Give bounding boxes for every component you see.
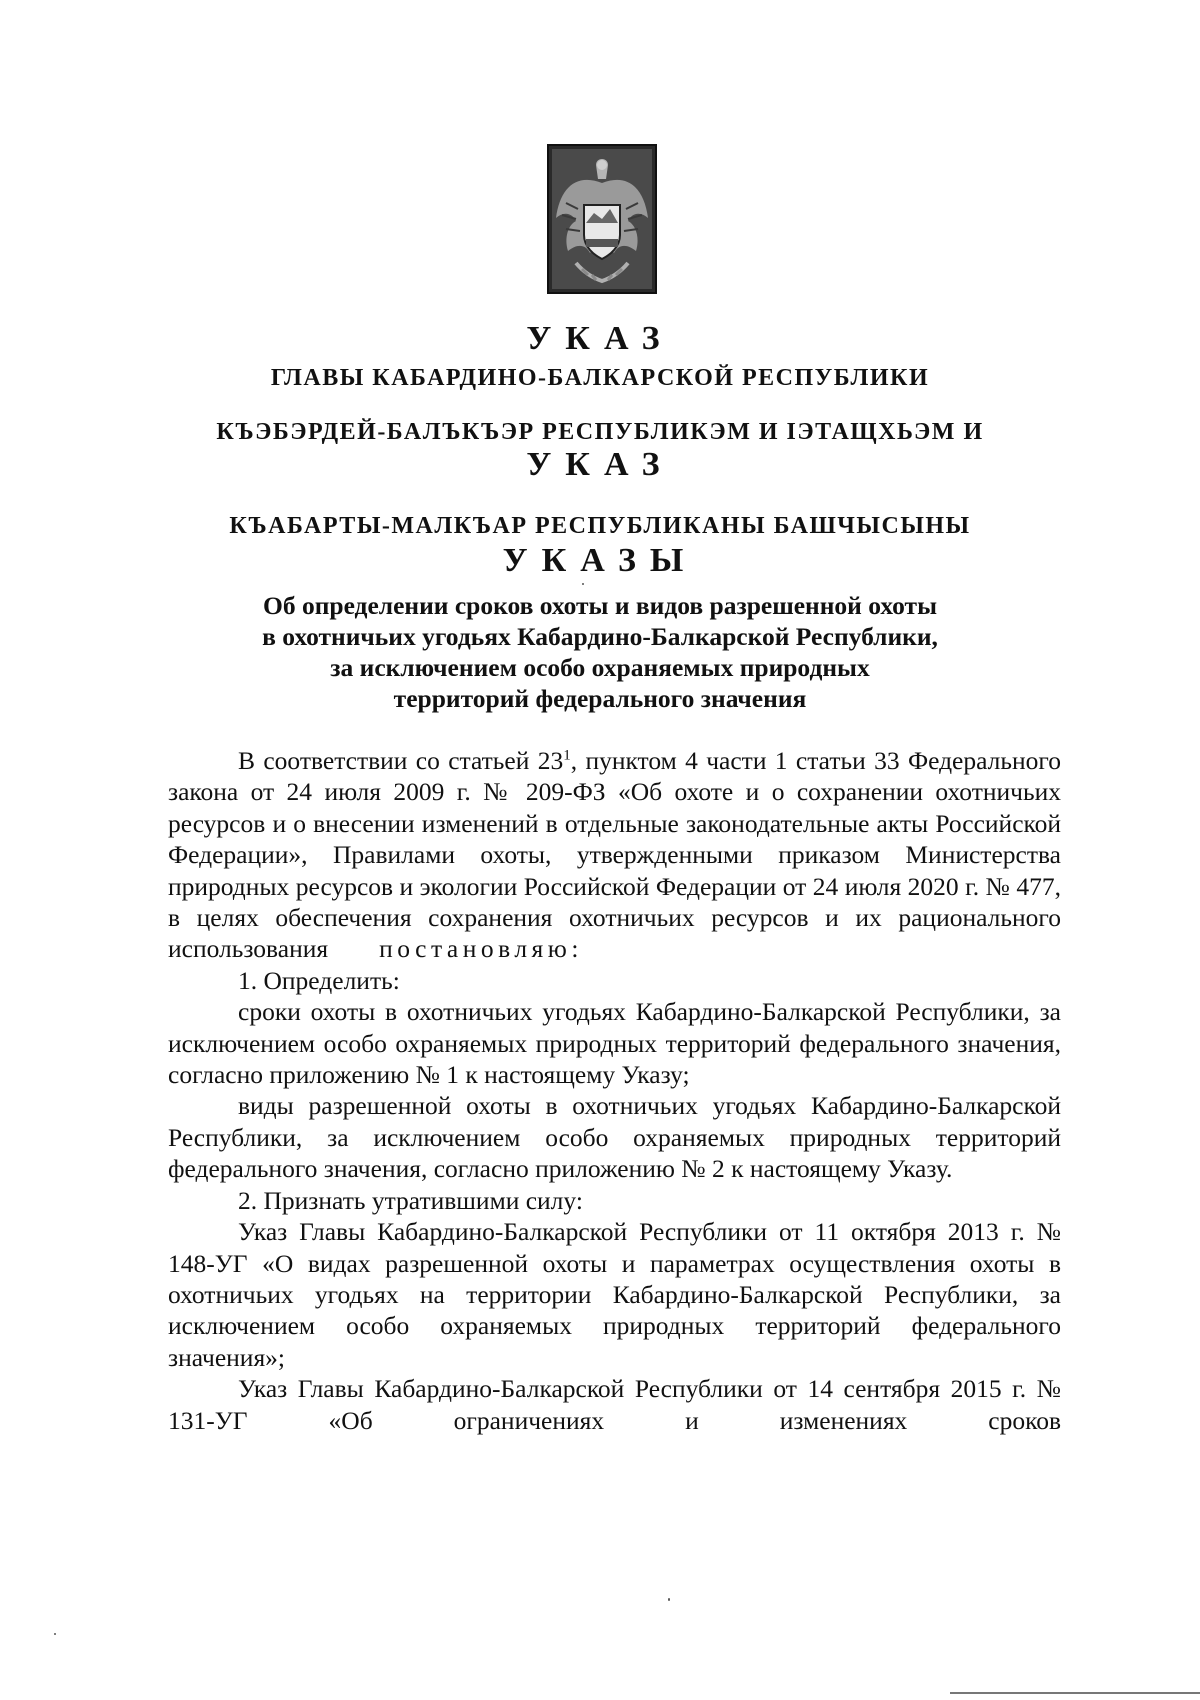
item-2-repealed-decree-2013: Указ Главы Кабардино-Балкарской Республики от 11 октября 2013 г. № 148-УГ «О видах разрешенной охоты и параметрах осуществления охоты в охотничьих угодьях на территории Кабардино-Балкарской Республики, за исключением особо охраняемых природных территорий федерального значения»; [168, 1217, 1061, 1372]
preamble-text-start: В соответствии со статьей 23 [238, 746, 564, 775]
decree-title-line: Об определении сроков охоты и видов разрешенной охоты [262, 591, 937, 620]
item-1-hunting-types: виды разрешенной охоты в охотничьих угодьях Кабардино-Балкарской Республики, за исключением особо охраняемых природных территорий федерального значения, согласно приложению № 2 к настоящему Указу. [168, 1091, 1061, 1184]
decree-label: УКАЗ [526, 320, 674, 357]
decree-body [168, 745, 1061, 1436]
preamble-text-rest: , пунктом 4 части 1 статьи 33 Федерального закона от 24 июля 2009 г. № 209-ФЗ «Об охоте и о сохранении охотничьих ресурсов и о внесении изменений в отдельные законодательные акты Российской Федерации», Правилами охоты, утвержденными приказом Министерства природных ресурсов и экологии Российской Федерации от 24 июля 2020 г. № 477, в целях обеспечения сохранения охотничьих ресурсов и их рационального использования [168, 746, 1061, 964]
decree-label-balkar: УКАЗЫ [502, 542, 698, 579]
item-2-heading: 2. Признать утратившими силу: [238, 1185, 583, 1215]
item-2-repealed-decree-2015: Указ Главы Кабардино-Балкарской Республики от 14 сентября 2015 г. № 131-УГ «Об ограничениях и изменениях сроков [168, 1374, 1061, 1435]
decree-title-line: в охотничьих угодьях Кабардино-Балкарской Республики, [262, 622, 938, 651]
issuing-authority-russian: ГЛАВЫ КАБАРДИНО-БАЛКАРСКОЙ РЕСПУБЛИКИ [270, 365, 930, 391]
scan-speck [582, 583, 584, 585]
decree-header [0, 318, 1200, 582]
scan-edge-line [950, 1692, 1200, 1694]
decree-label-kabardian: УКАЗ [526, 446, 674, 483]
decree-word: постановляю: [379, 934, 583, 964]
scan-speck [668, 1598, 670, 1601]
article-superscript: 1 [563, 747, 571, 764]
scan-speck [54, 1633, 56, 1635]
issuing-authority-balkar: КЪАБАРТЫ-МАЛКЪАР РЕСПУБЛИКАНЫ БАШЧЫСЫНЫ [229, 513, 971, 539]
preamble-paragraph [168, 745, 1061, 965]
decree-title-line: территорий федерального значения [393, 684, 807, 713]
item-1-hunting-periods: сроки охоты в охотничьих угодьях Кабардино-Балкарской Республики, за исключением особо охраняемых природных территорий федерального значения, согласно приложению № 1 к настоящему Указу; [168, 997, 1061, 1090]
decree-title-line: за исключением особо охраняемых природных [330, 653, 870, 682]
item-1-heading: 1. Определить: [238, 965, 400, 995]
issuing-authority-kabardian: КЪЭБЭРДЕЙ-БАЛЪКЪЭР РЕСПУБЛИКЭМ И ІЭТАЩХЬЭМ И [216, 419, 984, 445]
coat-of-arms-emblem [546, 143, 658, 295]
decree-title [150, 590, 1050, 714]
